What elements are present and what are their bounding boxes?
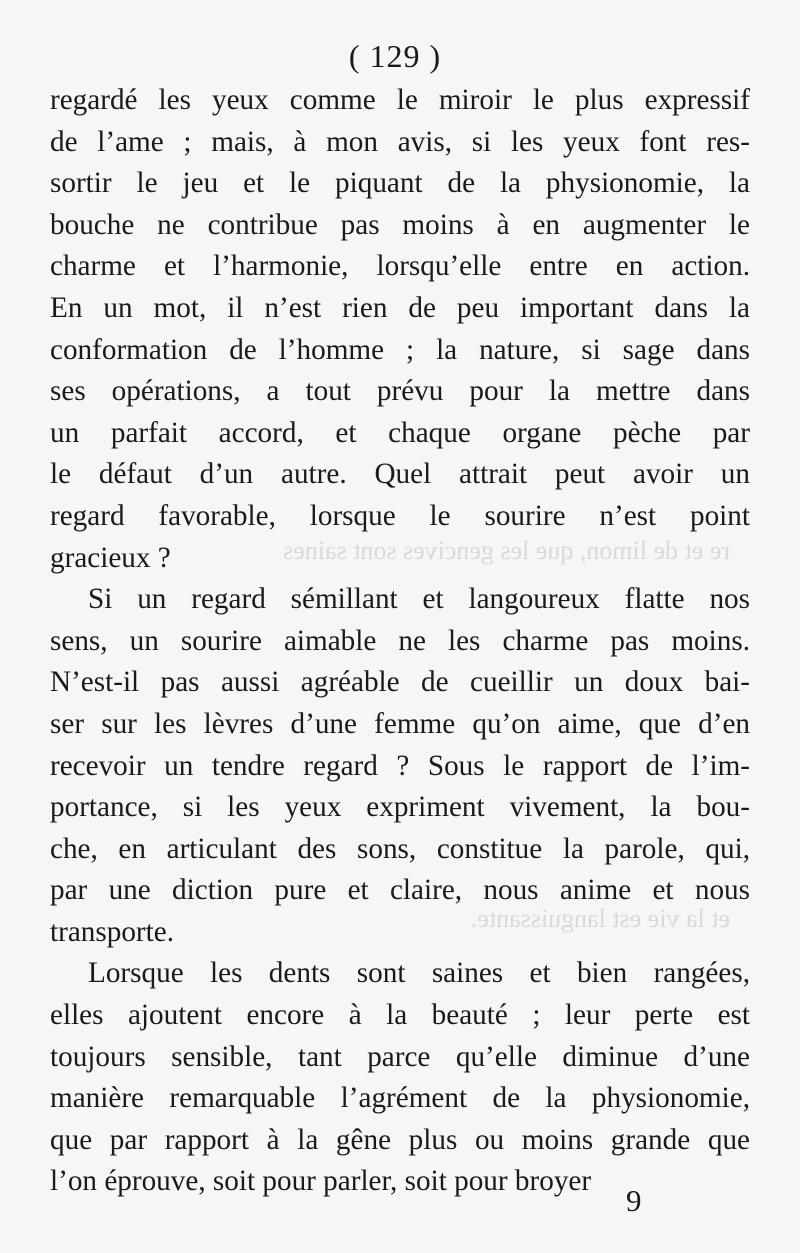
text-line: bouche ne contribue pas moins à en augmenter le: [50, 208, 750, 241]
body-text: [50, 80, 750, 1203]
text-line: portance, si les yeux expriment vivement, la bou-: [50, 791, 750, 824]
text-line: que par rapport à la gêne plus ou moins grande que: [50, 1123, 750, 1156]
text-line: recevoir un tendre regard ? Sous le rapport de l’im-: [50, 749, 750, 782]
bleed-through-text: re et de limon, que les gencives sont saines: [283, 536, 730, 565]
text-line: sens, un sourire aimable ne les charme pas moins.: [50, 624, 750, 657]
text-line: le défaut d’un autre. Quel attrait peut avoir un: [50, 458, 750, 491]
text-line: charme et l’harmonie, lorsqu’elle entre en action.: [50, 250, 750, 283]
text-line: un parfait accord, et chaque organe pèche par: [50, 416, 750, 449]
text-line: elles ajoutent encore à la beauté ; leur perte est: [50, 999, 750, 1032]
text-line: manière remarquable l’agrément de la physionomie,: [50, 1082, 750, 1115]
text-line: toujours sensible, tant parce qu’elle diminue d’une: [50, 1040, 750, 1073]
text-line: l’on éprouve, soit pour parler, soit pour broyer: [50, 1165, 592, 1198]
bleed-through-text: et la vie est languissante.: [470, 904, 730, 933]
text-line: N’est-il pas aussi agréable de cueillir un doux bai-: [50, 666, 750, 699]
text-line: regard favorable, lorsque le sourire n’est point: [50, 499, 750, 532]
text-line: transporte.: [50, 915, 175, 948]
page-number-header: ( 129 ): [348, 38, 442, 74]
signature-mark: 9: [626, 1183, 642, 1218]
text-line: ser sur les lèvres d’une femme qu’on aime, que d’en: [50, 707, 750, 740]
text-line: Si un regard sémillant et langoureux flatte nos: [88, 583, 750, 616]
text-line: ses opérations, a tout prévu pour la mettre dans: [50, 375, 750, 408]
text-line: En un mot, il n’est rien de peu important dans la: [50, 291, 750, 324]
text-line: gracieux ?: [50, 541, 171, 574]
text-line: che, en articulant des sons, constitue la parole, qui,: [50, 832, 750, 865]
text-line: par une diction pure et claire, nous anime et nous: [50, 874, 750, 907]
text-line: de l’ame ; mais, à mon avis, si les yeux font res-: [50, 125, 750, 158]
text-line: sortir le jeu et le piquant de la physionomie, la: [50, 167, 750, 200]
text-line: regardé les yeux comme le miroir le plus expressif: [50, 84, 750, 116]
text-line: conformation de l’homme ; la nature, si sage dans: [50, 333, 750, 366]
text-line: Lorsque les dents sont saines et bien rangées,: [88, 957, 750, 990]
